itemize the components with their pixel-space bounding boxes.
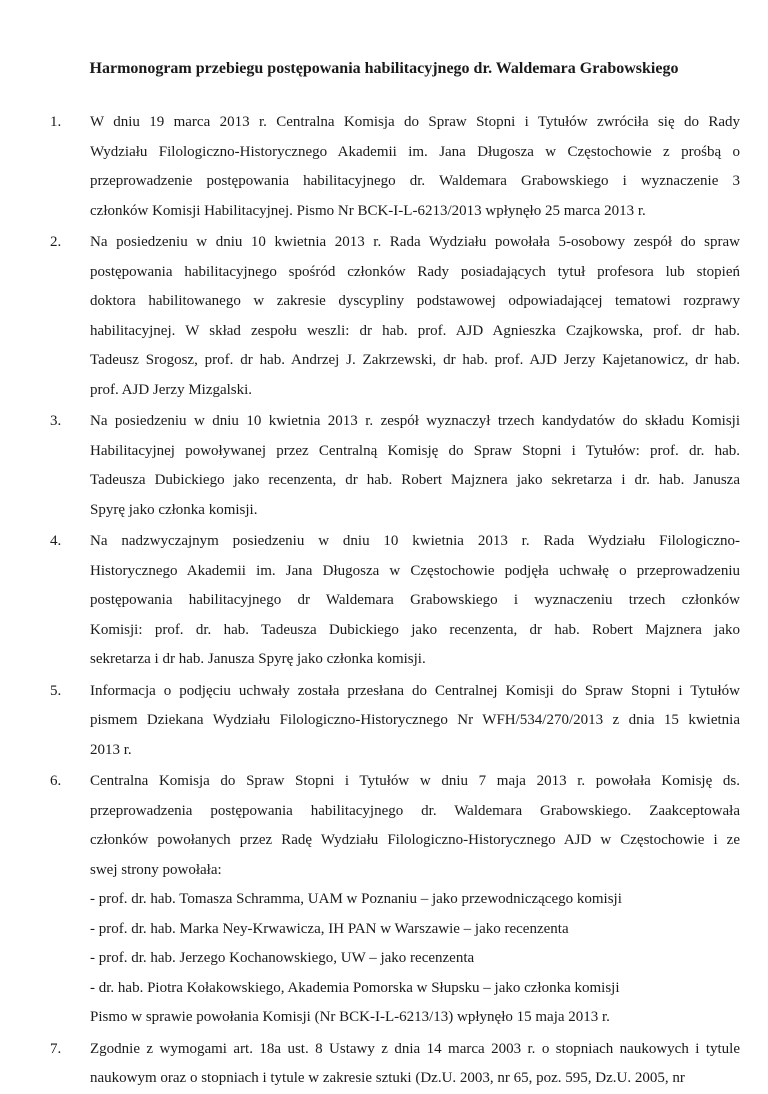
text-line: Tadeusza Dubickiego jako recenzenta, dr hab. Robert Majznera jako sekretarza i dr. hab. Janusza — [90, 472, 740, 488]
text-line: Wydziału Filologiczno-Historycznego Akademii im. Jana Długosza w Częstochowie z prośbą o — [90, 143, 740, 160]
text-line: Informacja o podjęciu uchwały została przesłana do Centralnej Komisji do Spraw Stopni i Tytułów — [90, 682, 740, 699]
schedule-item-2 — [50, 228, 740, 405]
text-line: członków powołanych przez Radę Wydziału Filologiczno-Historycznego AJD w Częstochowie i ze — [90, 832, 740, 848]
text-line: Na nadzwyczajnym posiedzeniu w dniu 10 kwietnia 2013 r. Rada Wydziału Filologiczno- — [90, 533, 740, 549]
text-line: - dr. hab. Piotra Kołakowskiego, Akademia Pomorska w Słupsku – jako członka komisji — [90, 979, 620, 996]
text-line: przeprowadzenie postępowania habilitacyjnego dr. Waldemara Grabowskiego i wyznaczenie 3 — [90, 173, 740, 189]
item-number: 5. — [50, 682, 62, 699]
schedule-item-3 — [50, 407, 740, 525]
text-line: Na posiedzeniu w dniu 10 kwietnia 2013 r. zespół wyznaczył trzech kandydatów do składu Komisji — [90, 413, 740, 429]
text-line: doktora habilitowanego w zakresie dyscypliny podstawowej odpowiadającej tematowi rozprawy — [90, 293, 740, 309]
text-line: Tadeusz Srogosz, prof. dr hab. Andrzej J. Zakrzewski, dr hab. prof. AJD Jerzy Kajetanowicz, dr hab. — [90, 352, 740, 368]
text-line: Pismo w sprawie powołania Komisji (Nr BCK-I-L-6213/13) wpłynęło 15 maja 2013 r. — [90, 1009, 610, 1025]
text-line: - prof. dr. hab. Marka Ney-Krwawicza, IH PAN w Warszawie – jako recenzenta — [90, 920, 569, 937]
item-number: 1. — [50, 114, 62, 130]
text-line: sekretarza i dr hab. Janusza Spyrę jako członka komisji. — [90, 651, 426, 667]
schedule-item-1 — [50, 108, 740, 226]
schedule-item-5 — [50, 677, 740, 766]
item-number: 6. — [50, 773, 62, 789]
text-line: Centralna Komisja do Spraw Stopni i Tytułów w dniu 7 maja 2013 r. powołała Komisję ds. — [90, 773, 740, 789]
text-line: 2013 r. — [90, 741, 132, 758]
text-line: - prof. dr. hab. Tomasza Schramma, UAM w Poznaniu – jako przewodniczącego komisji — [90, 891, 622, 907]
text-line: Zgodnie z wymogami art. 18a ust. 8 Ustawy z dnia 14 marca 2003 r. o stopniach naukowych i tytule — [90, 1040, 740, 1057]
text-line: swej strony powołała: — [90, 861, 222, 878]
text-line: pismem Dziekana Wydziału Filologiczno-Historycznego Nr WFH/534/270/2013 z dnia 15 kwietnia — [90, 712, 740, 728]
item-number: 4. — [50, 533, 62, 549]
text-line: Spyrę jako członka komisji. — [90, 501, 258, 518]
item-number: 3. — [50, 413, 62, 429]
text-line: W dniu 19 marca 2013 r. Centralna Komisja do Spraw Stopni i Tytułów zwróciła się do Rady — [90, 114, 740, 130]
text-line: Historycznego Akademii im. Jana Długosza w Częstochowie podjęła uchwałę o przeprowadzeniu — [90, 562, 740, 579]
text-line: postępowania habilitacyjnego spośród członków Rady posiadających tytuł profesora lub stopień — [90, 263, 740, 280]
text-line: prof. AJD Jerzy Mizgalski. — [90, 381, 253, 398]
document-title: Harmonogram przebiegu postępowania habilitacyjnego dr. Waldemara Grabowskiego — [89, 60, 679, 77]
text-line: - prof. dr. hab. Jerzego Kochanowskiego, UW – jako recenzenta — [90, 950, 475, 966]
text-line: Komisji: prof. dr. hab. Tadeusza Dubickiego jako recenzenta, dr hab. Robert Majznera jako — [90, 621, 740, 638]
text-line: członków Komisji Habilitacyjnej. Pismo Nr BCK-I-L-6213/2013 wpłynęło 25 marca 2013 r. — [90, 202, 646, 219]
text-line: habilitacyjnej. W skład zespołu weszli: dr hab. prof. AJD Agnieszka Czajkowska, prof. dr hab. — [90, 322, 740, 339]
item-number: 2. — [50, 234, 62, 250]
text-line: Na posiedzeniu w dniu 10 kwietnia 2013 r. Rada Wydziału powołała 5-osobowy zespół do spraw — [90, 234, 740, 250]
text-line: przeprowadzenia postępowania habilitacyjnego dr. Waldemara Grabowskiego. Zaakceptowała — [90, 802, 740, 819]
schedule-item-6 — [50, 767, 740, 1033]
schedule-item-7 — [50, 1035, 740, 1094]
item-number: 7. — [50, 1040, 62, 1057]
text-line: Habilitacyjnej powoływanej przez Centralną Komisję do Spraw Stopni i Tytułów: prof. dr. hab. — [90, 442, 740, 459]
schedule-item-4 — [50, 527, 740, 675]
text-line: naukowym oraz o stopniach i tytule w zakresie sztuki (Dz.U. 2003, nr 65, poz. 595, Dz.U. 2005, nr — [90, 1070, 685, 1086]
schedule-list — [50, 108, 740, 1094]
text-line: postępowania habilitacyjnego dr Waldemara Grabowskiego i wyznaczeniu trzech członków — [90, 592, 740, 608]
